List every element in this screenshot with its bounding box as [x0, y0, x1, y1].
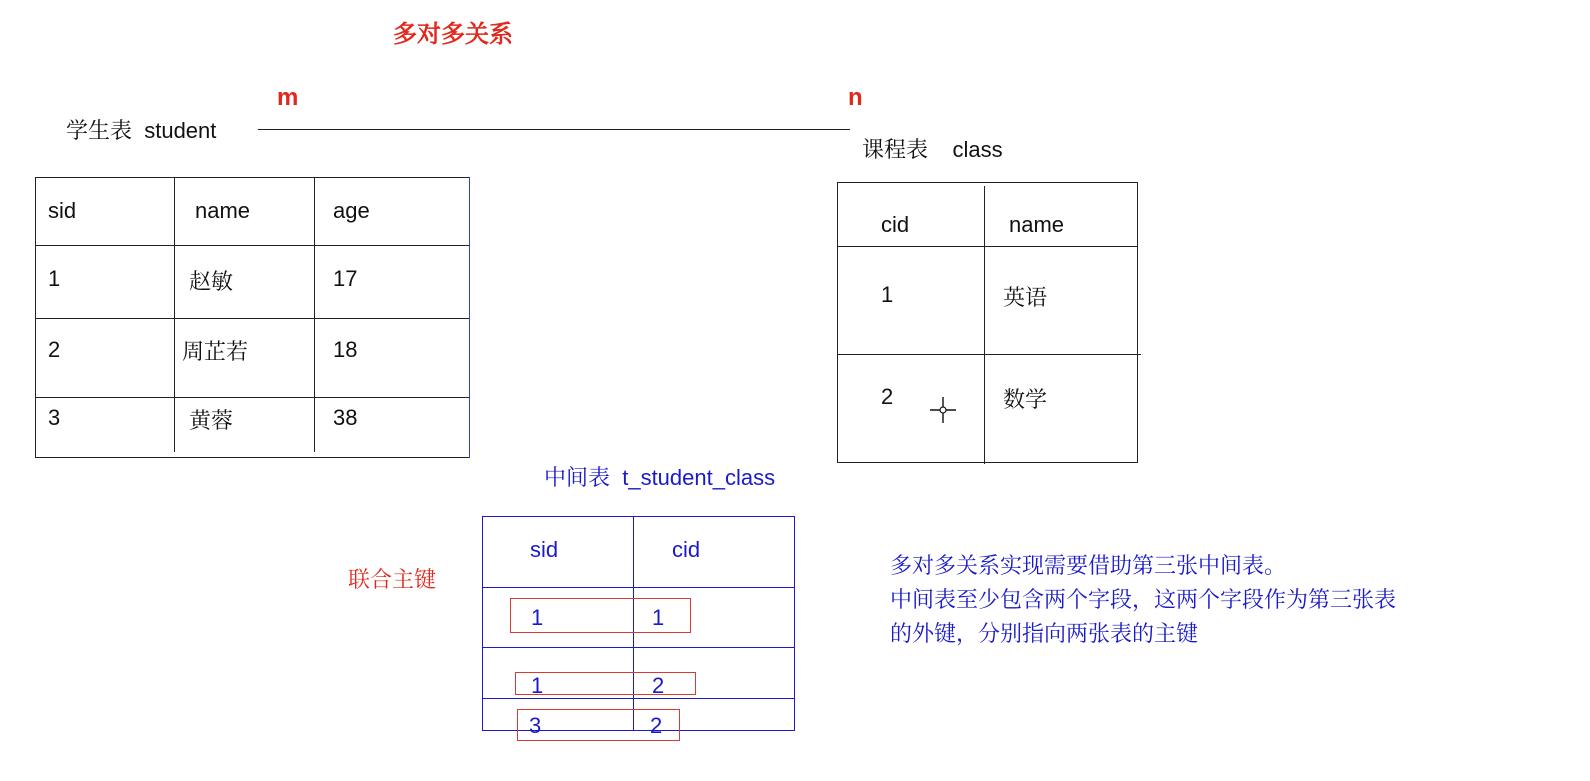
- table-cell: 1: [881, 282, 894, 307]
- table-header-cell: name: [195, 198, 251, 223]
- table-cell: 2: [652, 673, 665, 698]
- table-cell: 3: [48, 405, 61, 430]
- cardinality-m: m: [277, 84, 299, 111]
- note-line: 中间表至少包含两个字段，这两个字段作为第三张表: [890, 587, 1397, 612]
- column-divider: [314, 177, 315, 452]
- student-table-label: 学生表 student: [66, 118, 217, 143]
- row-divider: [837, 354, 1141, 355]
- table-border: [35, 457, 469, 458]
- composite-key-label: 联合主键: [348, 567, 437, 592]
- table-cell: 2: [48, 337, 61, 362]
- row-divider: [482, 587, 794, 588]
- table-cell: 1: [531, 673, 544, 698]
- table-cell: 17: [333, 266, 358, 291]
- cardinality-n: n: [848, 84, 863, 111]
- table-header-cell: age: [333, 198, 370, 223]
- table-border: [837, 462, 1138, 463]
- table-cell: 1: [48, 266, 61, 291]
- table-cell: 3: [529, 713, 542, 738]
- table-border: [35, 177, 469, 178]
- table-header-cell: cid: [672, 537, 701, 562]
- table-cell: 数学: [1003, 387, 1048, 412]
- table-cell: 周芷若: [182, 339, 249, 364]
- table-cell: 18: [333, 337, 358, 362]
- composite-key-highlight: [515, 672, 696, 695]
- table-cell: 黄蓉: [189, 408, 234, 433]
- table-border: [469, 177, 470, 458]
- composite-key-highlight: [510, 598, 691, 633]
- table-header-cell: cid: [881, 212, 910, 237]
- class-table-label: 课程表 class: [862, 137, 1003, 162]
- table-header-cell: sid: [530, 537, 559, 562]
- explanation-note: [890, 549, 1396, 651]
- diagram-title: 多对多关系: [393, 21, 513, 48]
- table-cell: 1: [531, 605, 544, 630]
- table-border: [837, 182, 838, 463]
- note-line: 多对多关系实现需要借助第三张中间表。: [890, 553, 1287, 578]
- table-border: [794, 516, 795, 731]
- note-line: 的外键，分别指向两张表的主键: [890, 621, 1199, 646]
- row-divider: [35, 318, 469, 319]
- table-cell: 1: [652, 605, 665, 630]
- table-border: [1137, 182, 1138, 463]
- row-divider: [35, 245, 469, 246]
- middle-table-label: 中间表 t_student_class: [544, 465, 776, 490]
- table-cell: 2: [881, 384, 894, 409]
- table-border: [482, 516, 794, 517]
- row-divider: [35, 397, 469, 398]
- row-divider: [482, 698, 794, 699]
- table-border: [837, 182, 1138, 183]
- row-divider: [482, 647, 794, 648]
- table-header-cell: name: [1009, 212, 1065, 237]
- relationship-line: [258, 129, 850, 130]
- composite-key-highlight: [517, 709, 680, 741]
- table-cell: 38: [333, 405, 358, 430]
- crosshair-cursor-icon: [928, 395, 958, 425]
- table-cell: 2: [650, 713, 663, 738]
- table-header-cell: sid: [48, 198, 77, 223]
- table-cell: 赵敏: [189, 269, 234, 294]
- table-cell: 英语: [1003, 285, 1048, 310]
- column-divider: [984, 186, 985, 464]
- column-divider: [174, 177, 175, 452]
- row-divider: [837, 246, 1138, 247]
